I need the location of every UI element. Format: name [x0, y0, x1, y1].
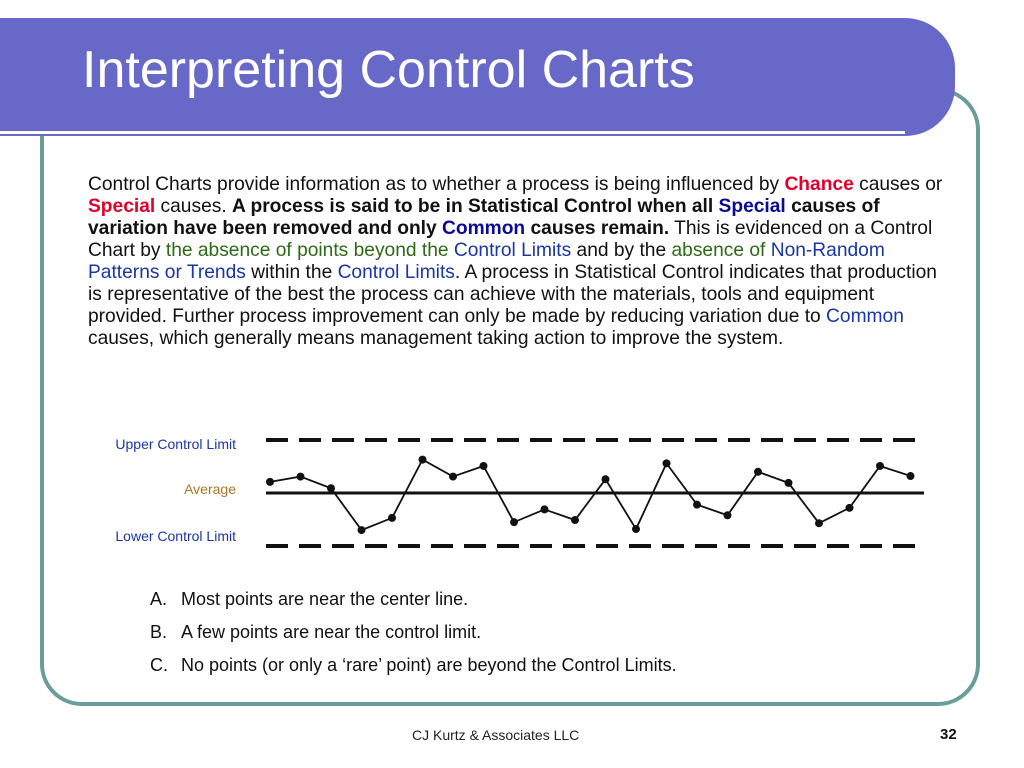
data-point — [632, 525, 640, 533]
data-point — [541, 505, 549, 513]
title-underline — [0, 131, 905, 134]
data-point — [266, 478, 274, 486]
body-text-6: within the — [245, 262, 338, 283]
average-label: Average — [184, 481, 236, 497]
special-term-1: Special — [88, 196, 156, 217]
absence-phrase-1: the absence of points beyond the — [165, 240, 449, 261]
lcl-label: Lower Control Limit — [115, 528, 236, 544]
non-random-term: Non-Random Patterns or Trends — [88, 240, 885, 283]
list-item — [150, 655, 677, 688]
common-term-1: Common — [442, 218, 526, 239]
data-point — [297, 473, 305, 481]
body-text-3: causes. — [155, 196, 232, 217]
data-point — [480, 462, 488, 470]
ucl-label: Upper Control Limit — [115, 436, 236, 452]
list-text: A few points are near the control limit. — [181, 622, 482, 642]
body-text-4: This is evidenced on a Control Chart by — [88, 218, 933, 261]
list-item — [150, 589, 677, 622]
body-text-5: and by the — [571, 240, 672, 261]
data-point — [876, 462, 884, 470]
list-marker: B. — [150, 622, 168, 642]
common-term-2: Common — [826, 306, 904, 327]
list-text: Most points are near the center line. — [181, 589, 469, 609]
body-text-8: causes, which generally means management taking action to improve the system. — [88, 328, 784, 349]
bold-text-3: causes remain. — [525, 218, 670, 239]
data-point — [815, 519, 823, 527]
data-point — [571, 516, 579, 524]
slide-title: Interpreting Control Charts — [82, 41, 695, 99]
body-text-7: . A process in Statistical Control indicates that production is representative of the best the process can achieve with the materials, tools and equipment provided. Further process improvement can only be made by reducing variation due to — [88, 262, 937, 327]
list-text: No points (or only a ‘rare’ point) are beyond the Control Limits. — [181, 655, 677, 675]
data-point — [327, 484, 335, 492]
data-point — [419, 456, 427, 464]
absence-phrase-2: absence of — [671, 240, 766, 261]
list-marker: C. — [150, 655, 168, 675]
data-points — [266, 456, 915, 534]
control-chart-diagram — [262, 430, 928, 560]
data-point — [724, 511, 732, 519]
points-list — [150, 589, 677, 688]
data-path — [270, 460, 911, 530]
data-point — [785, 479, 793, 487]
control-limits-term-1: Control Limits — [453, 240, 572, 261]
data-point — [693, 501, 701, 509]
body-paragraph — [88, 174, 950, 350]
data-point — [449, 473, 457, 481]
data-point — [754, 468, 762, 476]
body-text-2: causes or — [853, 174, 943, 195]
bold-text-1: A process is said to be in Statistical Control when all — [232, 196, 719, 217]
footer-text: CJ Kurtz & Associates LLC — [412, 727, 580, 743]
data-point — [388, 514, 396, 522]
data-point — [602, 475, 610, 483]
data-point — [510, 518, 518, 526]
data-point — [907, 472, 915, 480]
data-point — [663, 459, 671, 467]
control-limits-term-2: Control Limits — [337, 262, 455, 283]
data-point — [846, 504, 854, 512]
chance-term: Chance — [784, 174, 854, 195]
list-item — [150, 622, 677, 655]
page-number: 32 — [940, 726, 957, 743]
special-term-2: Special — [718, 196, 786, 217]
bold-text-2: causes of variation have been removed and only — [88, 196, 880, 239]
list-marker: A. — [150, 589, 168, 609]
body-text-1: Control Charts provide information as to whether a process is being influenced by — [88, 174, 785, 195]
data-point — [358, 526, 366, 534]
